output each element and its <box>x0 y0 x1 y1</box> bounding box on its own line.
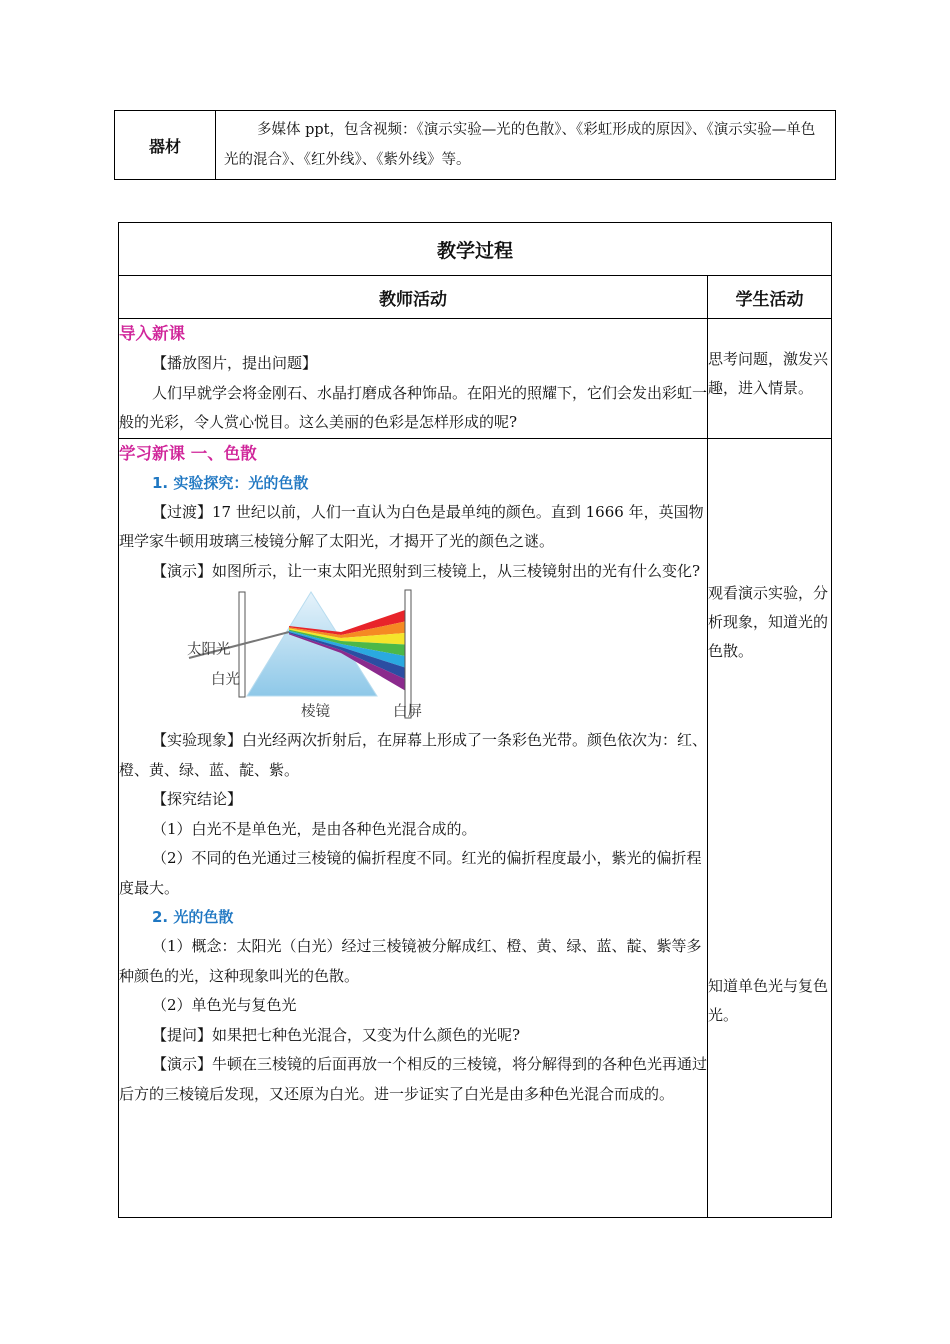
equipment-label: 器材 <box>115 111 216 180</box>
lesson-heading: 学习新课 一、色散 <box>119 443 257 463</box>
intro-heading: 导入新课 <box>119 324 185 343</box>
lesson-student-cell <box>708 438 832 1217</box>
teaching-process-table <box>118 222 832 1218</box>
process-title: 教学过程 <box>119 223 832 276</box>
subheading-1: 1. 实验探究：光的色散 <box>152 473 309 492</box>
phenomenon-text: 【实验现象】白光经两次折射后，在屏幕上形成了一条彩色光带。颜色依次为：红、橙、黄、绿、蓝、靛、紫。 <box>119 731 708 779</box>
mono-text: （2）单色光与复色光 <box>152 996 297 1014</box>
label-prism: 棱镜 <box>301 704 330 720</box>
concept-text: （1）概念：太阳光（白光）经过三棱镜被分解成红、橙、黄、绿、蓝、靛、紫等多种颜色的光，这种现象叫光的色散。 <box>119 937 702 985</box>
intro-line2: 人们早就学会将金刚石、水晶打磨成各种饰品。在阳光的照耀下，它们会发出彩虹一般的光彩，令人赏心悦目。这么美丽的色彩是怎样形成的呢? <box>119 383 708 431</box>
equipment-table <box>114 110 836 180</box>
intro-student-text: 思考问题，激发兴趣，进入情景。 <box>708 350 829 397</box>
subheading-2: 2. 光的色散 <box>152 908 234 926</box>
conclusion-2: （2）不同的色光通过三棱镜的偏折程度不同。红光的偏折程度最小，紫光的偏折程度最大。 <box>119 849 702 897</box>
lesson-student-text-2: 知道单色光与复色光。 <box>708 976 829 1024</box>
lesson-student-text-1: 观看演示实验，分析现象，知道光的色散。 <box>708 583 829 660</box>
teacher-header: 教师活动 <box>119 276 708 319</box>
question-text: 【提问】如果把七种色光混合，又变为什么颜色的光呢? <box>152 1025 521 1044</box>
label-screen: 白屏 <box>393 704 422 720</box>
intro-teacher-cell <box>119 319 708 439</box>
intro-student-cell <box>708 319 832 439</box>
label-sunlight: 太阳光 <box>187 642 231 658</box>
demo2-text: 【演示】牛顿在三棱镜的后面再放一个相反的三棱镜，将分解得到的各种色光再通过后方的三棱镜后发现，又还原为白光。进一步证实了白光是由多种色光混合而成的。 <box>119 1055 708 1103</box>
student-header: 学生活动 <box>708 276 832 319</box>
label-white-light: 白光 <box>211 672 240 688</box>
transition-text: 【过渡】17 世纪以前，人们一直认为白色是最单纯的颜色。直到 1666 年，英国物理学家牛顿用玻璃三棱镜分解了太阳光，才揭开了光的颜色之谜。 <box>119 502 704 550</box>
conclusion-title: 【探究结论】 <box>152 790 243 808</box>
white-screen <box>405 590 411 718</box>
prism-figure <box>181 586 431 726</box>
demo1-text: 【演示】如图所示，让一束太阳光照射到三棱镜上，从三棱镜射出的光有什么变化? <box>152 561 701 580</box>
conclusion-1: （1）白光不是单色光，是由各种色光混合成的。 <box>152 819 477 838</box>
intro-line1: 【播放图片，提出问题】 <box>152 354 318 372</box>
equipment-text: 多媒体 ppt，包含视频：《演示实验—光的色散》、《彩虹形成的原因》、《演示实验—单色光的混合》、《红外线》、《紫外线》等。 <box>216 111 836 180</box>
lesson-teacher-cell <box>119 438 708 1217</box>
